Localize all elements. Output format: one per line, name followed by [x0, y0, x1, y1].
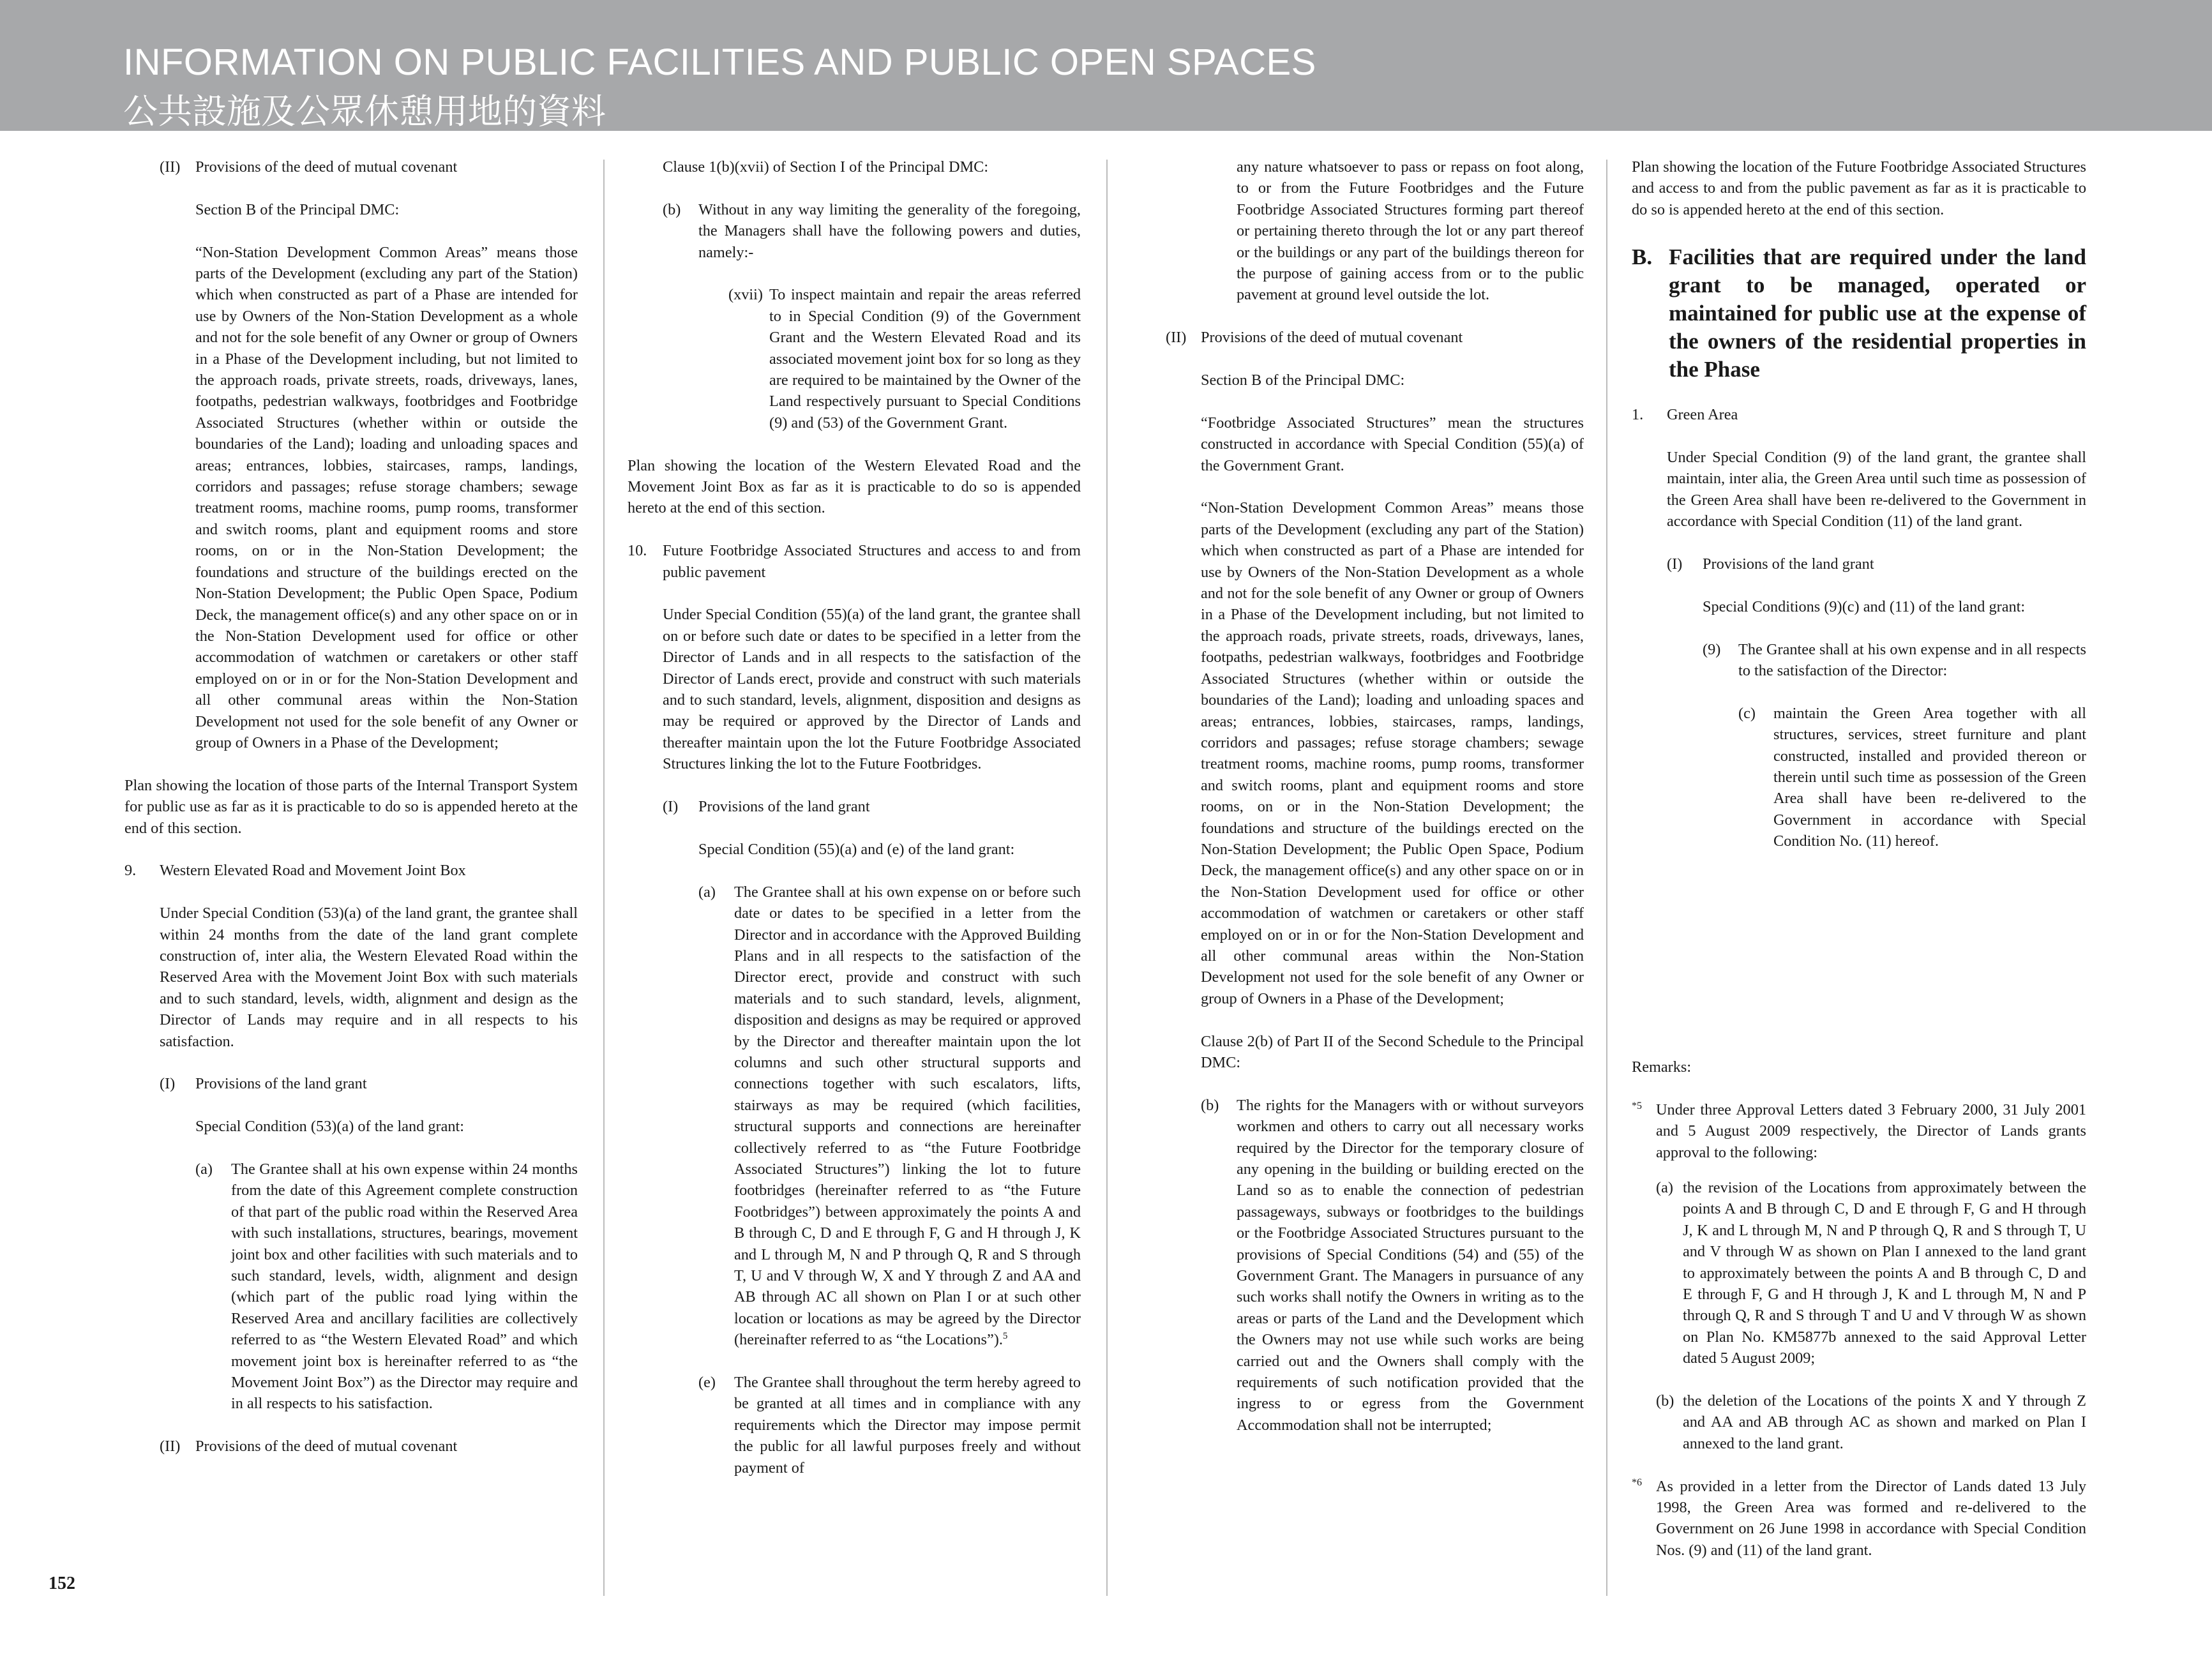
section-heading: 10. Future Footbridge Associated Structures and access to and from public pavement [628, 542, 1081, 581]
paragraph: Plan showing the location of the Future Footbridge Associated Structures and access to and from the public pavement as far as it is practicable to do so is appended hereto at the end of this section. [1632, 158, 2086, 218]
subheading: (I) Provisions of the land grant [160, 1075, 367, 1093]
subheading: (I) Provisions of the land grant [663, 798, 870, 816]
footnote-ref: 5 [1002, 1331, 1008, 1342]
clause: (b) The rights for the Managers with or without surveyors workmen and others to carry out all necessary works required by the Director for the temporary closure of any opening in the building or building erected on the Land so as to enable the connection of pedestrian passageways, subways or footbridges to the buildings or the Footbridge Associated Structures pursuant to the provisions of Special Conditions (54) and (55) of the Government Grant. The Managers in pursuance of any such works shall notify the Owners in writing as to the areas or parts of the Land and the Development which the Owners may not use while such works are being carried out and the Owners shall comply with the requirements of such notification provided that the ingress to or egress from the Government Accommodation shall not be interrupted; [1201, 1096, 1584, 1434]
clause: (xvii) To inspect maintain and repair the areas referred to in Special Condition (9) of the Government Grant and the Western Elevated Road and its associated movement joint box for so long as they are required to be maintained by the Owner of the Land respectively pursuant to Special Conditions (9) and (53) of the Government Grant. [728, 286, 1081, 432]
paragraph: Under Special Condition (9) of the land grant, the grantee shall maintain, inter alia, the Green Area until such time as possession of the Green Area shall have been re-delivered to the Government in accordance with Special Condition (11) of the land grant. [1667, 449, 2086, 530]
section-b-heading: B. Facilities that are required under the land grant to be managed, operated or maintained for public use at the expense of the owners of the residential properties in the Phase [1632, 244, 2086, 382]
clause: (a) The Grantee shall at his own expense within 24 months from the date of this Agreement complete construction of that part of the public road within the Reserved Area with such installations, structures, bearings, movement joint box and other facilities with such materials and to such standard, levels, width, alignment and design (which part of the public road lying within the Reserved Area and ancillary facilities are collectively referred to as “the Western Elevated Road” and which movement joint box is hereinafter referred to as “the Movement Joint Box”) as the Director may require and in all respects to his satisfaction. [195, 1160, 578, 1413]
column-1 [124, 156, 578, 1478]
remark-item: (a) the revision of the Locations from approximately between the points A and B through C, D and E through F, G and H through J, K and L through M, N and P through Q, R and S through T, U and V through W as shown on Plan I annexed to the land grant to approximately between the points A and B through C, D and E through F, G and H through J, K and L through M, N and P through Q, R and S through T and U and V through W as shown on Plan No. KM5877b annexed to the said Approval Letter dated 5 August 2009; [1656, 1179, 2086, 1367]
clause: (9) The Grantee shall at his own expense and in all respects to the satisfaction of the Director: [1703, 640, 2086, 680]
paragraph: Plan showing the location of those parts of the Internal Transport System for public use as far as it is practicable to do so is appended hereto at the end of this section. [124, 776, 578, 837]
header-title-zh: 公共設施及公眾休憩用地的資料 [123, 91, 606, 132]
paragraph: Special Conditions (9)(c) and (11) of the land grant: [1703, 598, 2026, 615]
column-3 [1166, 156, 1584, 1457]
header-title-en: INFORMATION ON PUBLIC FACILITIES AND PUBLIC OPEN SPACES [123, 41, 1316, 83]
paragraph: “Non-Station Development Common Areas” means those parts of the Development (excluding any part of the Station) which when constructed as part of a Phase are intended for use by Owners of the Non-Station Development as a whole and not for the sole benefit of any Owner or group of Owners in a Phase of the Development including, but not limited to the approach roads, private streets, roads, driveways, lanes, footpaths, pedestrian walkways, footbridges and Footbridge Associated Structures (whether within or outside the boundaries of the Land); loading and unloading spaces and areas; entrances, lobbies, staircases, ramps, landings, corridors and passages; refuse storage chambers; sewage treatment rooms, machine rooms, pump rooms, transformer and switch rooms, plant and equipment rooms and store rooms, on or in the Non-Station Development; the foundations and structure of the buildings erected on the Non-Station Development; the Public Open Space, Podium Deck, the management office(s) and any other space on or in the Non-Station Development used for office or other accommodation of watchmen or caretakers or other staff employed on or in or for the Non-Station Development and all other communal areas within the Non-Station Development not used for the sole benefit of any Owner or group of Owners in a Phase of the Development; [195, 243, 578, 751]
paragraph: Under Special Condition (55)(a) of the land grant, the grantee shall on or before such date or dates to be specified in a letter from the Director of Lands and in all respects to the satisfaction of the Director of Lands erect, provide and construct with such materials and to such standard, levels, alignment, disposition and designs as may be required or approved by the Director of Lands and thereafter maintain upon the lot the Future Footbridge Associated Structures linking the lot to the Future Footbridges. [663, 606, 1081, 773]
paragraph: Under Special Condition (53)(a) of the land grant, the grantee shall within 24 months from the date of the land grant complete construction of, inter alia, the Western Elevated Road within the Reserved Area with the Movement Joint Box with such materials and to such standard, levels, width, alignment and design as the Director of Lands may require and in all respects to his satisfaction. [160, 905, 578, 1050]
remark-note: *5 Under three Approval Letters dated 3 February 2000, 31 July 2001 and 5 August 2009 respectively, the Director of Lands grants approval to the following: [1632, 1100, 2086, 1161]
clause: (c) maintain the Green Area together with all structures, services, street furniture and plant constructed, installed and provided thereon or therein until such time as possession of the Green Area shall have been re-delivered to the Government in accordance with Special Condition No. (11) hereof. [1738, 704, 2086, 850]
subheading: (II) Provisions of the deed of mutual covenant [1166, 329, 1463, 347]
clause: (e) The Grantee shall throughout the term hereby agreed to be granted at all times and in compliance with any requirements which the Director may impose permit the public for all lawful purposes freely and without payment of [698, 1374, 1081, 1477]
paragraph: Section B of the Principal DMC: [1201, 372, 1405, 389]
paragraph: Clause 1(b)(xvii) of Section I of the Principal DMC: [663, 158, 989, 176]
remarks-label: Remarks: [1632, 1058, 1692, 1076]
column-divider [1106, 160, 1108, 1596]
paragraph: Special Condition (53)(a) of the land grant: [195, 1118, 465, 1136]
paragraph: “Non-Station Development Common Areas” means those parts of the Development (excluding any part of the Station) which when constructed as part of a Phase are intended for use by Owners of the Non-Station Development as a whole and not for the sole benefit of any Owner or group of Owners in a Phase of the Development including, but not limited to the approach roads, private streets, roads, driveways, lanes, footpaths, pedestrian walkways, footbridges and Footbridge Associated Structures (whether within or outside the boundaries of the Land); loading and unloading spaces and areas; entrances, lobbies, staircases, ramps, landings, corridors and passages; refuse storage chambers; sewage treatment rooms, machine rooms, pump rooms, transformer and switch rooms, plant and equipment rooms and store rooms, on or in the Non-Station Development; the foundations and structure of the buildings erected on the Non-Station Development; the Public Open Space, Podium Deck, the management office(s) and any other space on or in the Non-Station Development used for office or other accommodation of watchmen or caretakers or other staff employed on or in or for the Non-Station Development and all other communal areas within the Non-Station Development not used for the sole benefit of any Owner or group of Owners in a Phase of the Development; [1201, 499, 1584, 1007]
remarks-block [1632, 1056, 2086, 1583]
section-heading: 1. Green Area [1632, 406, 1738, 424]
paragraph: any nature whatsoever to pass or repass on foot along, to or from the Future Footbridges and the Future Footbridge Associated Structures forming part thereof or pertaining thereto through the lot or any part thereof or the buildings or any part of the buildings thereon for the purpose of gaining access from or to the public pavement at ground level outside the lot. [1237, 158, 1584, 304]
remark-note: *6 As provided in a letter from the Director of Lands dated 13 July 1998, the Green Area was formed and re-delivered to the Government on 26 June 1998 in accordance with Special Condition Nos. (9) and (11) of the land grant. [1632, 1477, 2086, 1559]
column-divider [1606, 160, 1607, 1596]
paragraph: Special Condition (55)(a) and (e) of the land grant: [698, 840, 1015, 858]
paragraph: “Footbridge Associated Structures” mean the structures constructed in accordance with Special Condition (55)(a) of the Government Grant. [1201, 414, 1584, 474]
subheading: (I) Provisions of the land grant [1667, 555, 1874, 573]
section-heading: 9. Western Elevated Road and Movement Joint Box [124, 862, 466, 880]
clause: (b) Without in any way limiting the generality of the foregoing, the Managers shall have the following powers and duties, namely:- [663, 200, 1081, 261]
column-divider [603, 160, 605, 1596]
paragraph: Section B of the Principal DMC: [195, 200, 400, 218]
header-banner [0, 0, 2212, 131]
subheading: (II) Provisions of the deed of mutual covenant [160, 158, 458, 176]
paragraph: Clause 2(b) of Part II of the Second Schedule to the Principal DMC: [1201, 1032, 1584, 1071]
remark-item: (b) the deletion of the Locations of the points X and Y through Z and AA and AB through AC as shown and marked on Plan I annexed to the land grant. [1656, 1392, 2086, 1452]
clause: (a) The Grantee shall at his own expense on or before such date or dates to be specified in a letter from the Director and in accordance with the Approved Building Plans and in all respects to the satisfaction of the Director erect, provide and construct with such materials and to such standard, levels, alignment, disposition and designs as may be required or approved by the Director and thereafter maintain upon the lot columns and such other structural supports and connections together with such escalators, lifts, stairways as may be required (which facilities, structural supports and connections are hereinafter collectively referred to as “the Future Footbridge Associated Structures”) linking the lot to future footbridges (hereinafter referred to as “the Future Footbridges”) between approximately the points A and B through C, D and E through F, G and H through J, K and L through M, N and P through Q, R and S through T, U and V through W, X and Y through Z and AA and AB through AC all shown on Plan I or at such other location or locations as may be agreed by the Director (hereinafter referred to as “the Locations”).$^5$ [698, 883, 1081, 1349]
column-4 [1632, 156, 2086, 873]
column-2 [628, 156, 1081, 1500]
subheading: (II) Provisions of the deed of mutual covenant [160, 1438, 458, 1455]
page-number: 152 [49, 1574, 75, 1593]
paragraph: Plan showing the location of the Western Elevated Road and the Movement Joint Box as far as it is practicable to do so is appended hereto at the end of this section. [628, 456, 1081, 517]
